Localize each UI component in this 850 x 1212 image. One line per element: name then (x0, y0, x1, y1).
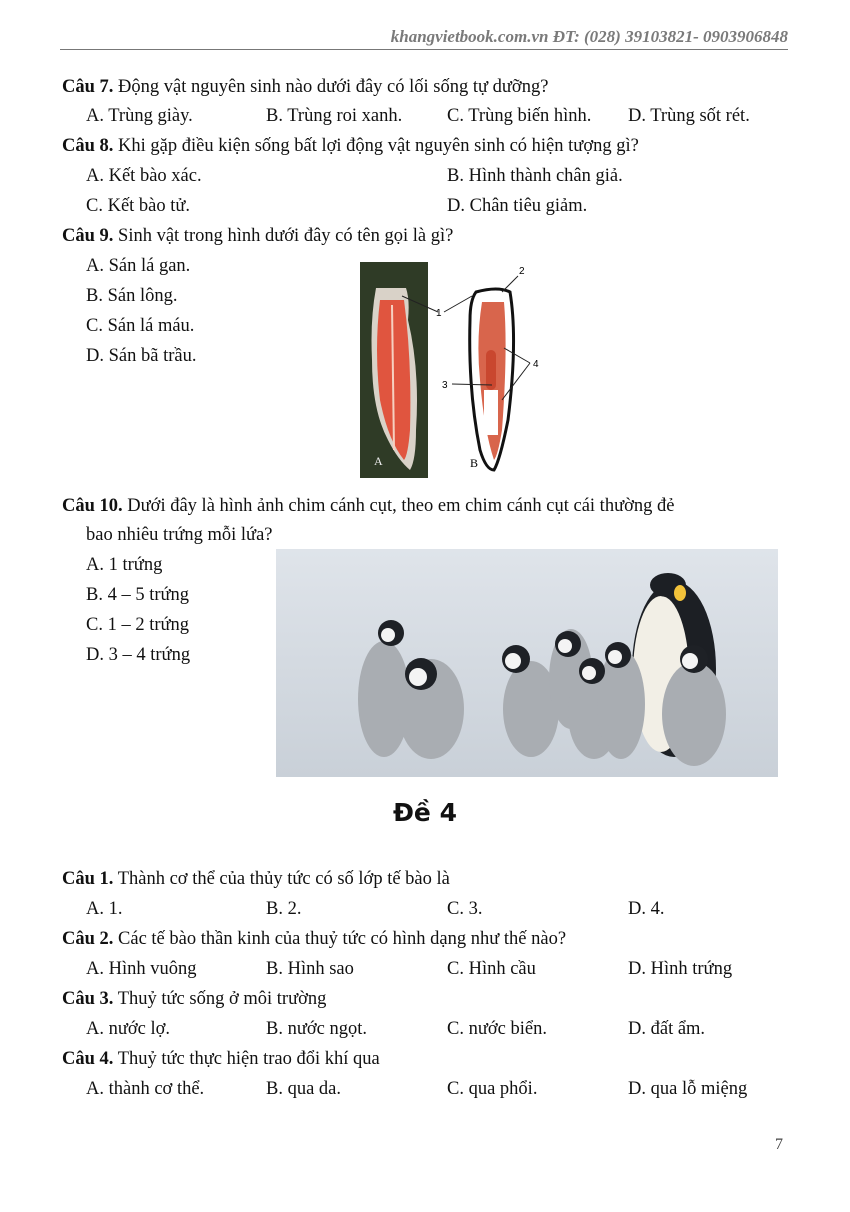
option-d: D. Trùng sốt rét. (628, 106, 750, 126)
option-a: A. 1. (86, 899, 123, 919)
option-c: C. Hình cầu (447, 959, 536, 979)
question-2 (62, 928, 566, 950)
question-number: Câu 3. (62, 989, 114, 1009)
question-text: Thuỷ tức thực hiện trao đổi khí qua (113, 1049, 380, 1069)
question-number: Câu 10. (62, 496, 123, 516)
option-d: D. Hình trứng (628, 959, 733, 979)
label-a: A (374, 454, 383, 468)
question-number: Câu 7. (62, 77, 114, 97)
question-number: Câu 8. (62, 136, 114, 156)
option-d: D. Chân tiêu giảm. (447, 196, 588, 216)
option-b: B. Trùng roi xanh. (266, 106, 403, 126)
option-a: A. Kết bào xác. (86, 166, 202, 186)
label-2: 2 (519, 266, 525, 277)
question-text: Khi gặp điều kiện sống bất lợi động vật nguyên sinh có hiện tượng gì? (113, 136, 639, 156)
question-text: Thuỷ tức sống ở môi trường (113, 989, 327, 1009)
question-8 (62, 135, 639, 157)
option-c: C. Kết bào tử. (86, 196, 191, 216)
option-d: D. 4. (628, 899, 665, 919)
page-number: 7 (775, 1136, 783, 1153)
question-10-continuation: bao nhiêu trứng mỗi lứa? (86, 525, 273, 545)
label-3: 3 (442, 380, 448, 391)
question-7 (62, 76, 548, 98)
penguin-photo (276, 549, 778, 777)
option-a: A. Hình vuông (86, 959, 197, 979)
leader-1b (444, 296, 472, 312)
option-a: A. Sán lá gan. (86, 256, 191, 276)
section-title: Đề 4 (392, 798, 457, 827)
option-a: A. nước lợ. (86, 1019, 171, 1039)
pharynx-gap (484, 390, 498, 435)
question-1 (62, 868, 450, 890)
option-c: C. Trùng biến hình. (447, 106, 592, 126)
question-number: Câu 4. (62, 1049, 114, 1069)
question-number: Câu 9. (62, 226, 114, 246)
option-b: B. qua da. (266, 1079, 342, 1099)
header-text: khangvietbook.com.vn ĐT: (028) 39103821- 0903906848 (390, 27, 788, 46)
option-d: D. Sán bã trầu. (86, 346, 197, 366)
leader-2 (502, 276, 518, 292)
option-b: B. nước ngọt. (266, 1019, 368, 1039)
question-4 (62, 1048, 380, 1070)
question-text: Các tế bào thần kinh của thuỷ tức có hình dạng như thế nào? (113, 929, 567, 949)
label-4: 4 (533, 359, 539, 370)
option-c: C. qua phổi. (447, 1079, 538, 1099)
option-b: B. Sán lông. (86, 286, 178, 306)
option-c: C. 1 – 2 trứng (86, 615, 190, 635)
question-number: Câu 1. (62, 869, 114, 889)
header-divider (60, 49, 788, 50)
option-d: D. qua lỗ miệng (628, 1079, 748, 1099)
option-b: B. 2. (266, 899, 302, 919)
flatworm-figure (358, 260, 558, 480)
question-3 (62, 988, 326, 1010)
option-a: A. Trùng giày. (86, 106, 193, 126)
question-text: Dưới đây là hình ảnh chim cánh cụt, theo em chim cánh cụt cái thường đẻ (122, 496, 675, 516)
question-text: Động vật nguyên sinh nào dưới đây có lối sống tự dưỡng? (113, 77, 549, 97)
option-a: A. 1 trứng (86, 555, 163, 575)
question-number: Câu 2. (62, 929, 114, 949)
option-b: B. Hình sao (266, 959, 354, 979)
option-b: B. Hình thành chân giả. (447, 166, 623, 186)
option-d: D. đất ẩm. (628, 1019, 706, 1039)
label-b: B (470, 456, 479, 470)
option-c: C. Sán lá máu. (86, 316, 195, 336)
label-1: 1 (436, 308, 442, 319)
option-b: B. 4 – 5 trứng (86, 585, 190, 605)
option-c: C. 3. (447, 899, 483, 919)
question-text: Sinh vật trong hình dưới đây có tên gọi là gì? (113, 226, 454, 246)
question-text: Thành cơ thể của thủy tức có số lớp tế bào là (113, 869, 450, 889)
option-c: C. nước biển. (447, 1019, 547, 1039)
option-d: D. 3 – 4 trứng (86, 645, 191, 665)
option-a: A. thành cơ thể. (86, 1079, 205, 1099)
question-10 (62, 495, 674, 517)
question-9 (62, 225, 453, 247)
pharynx (486, 350, 496, 390)
